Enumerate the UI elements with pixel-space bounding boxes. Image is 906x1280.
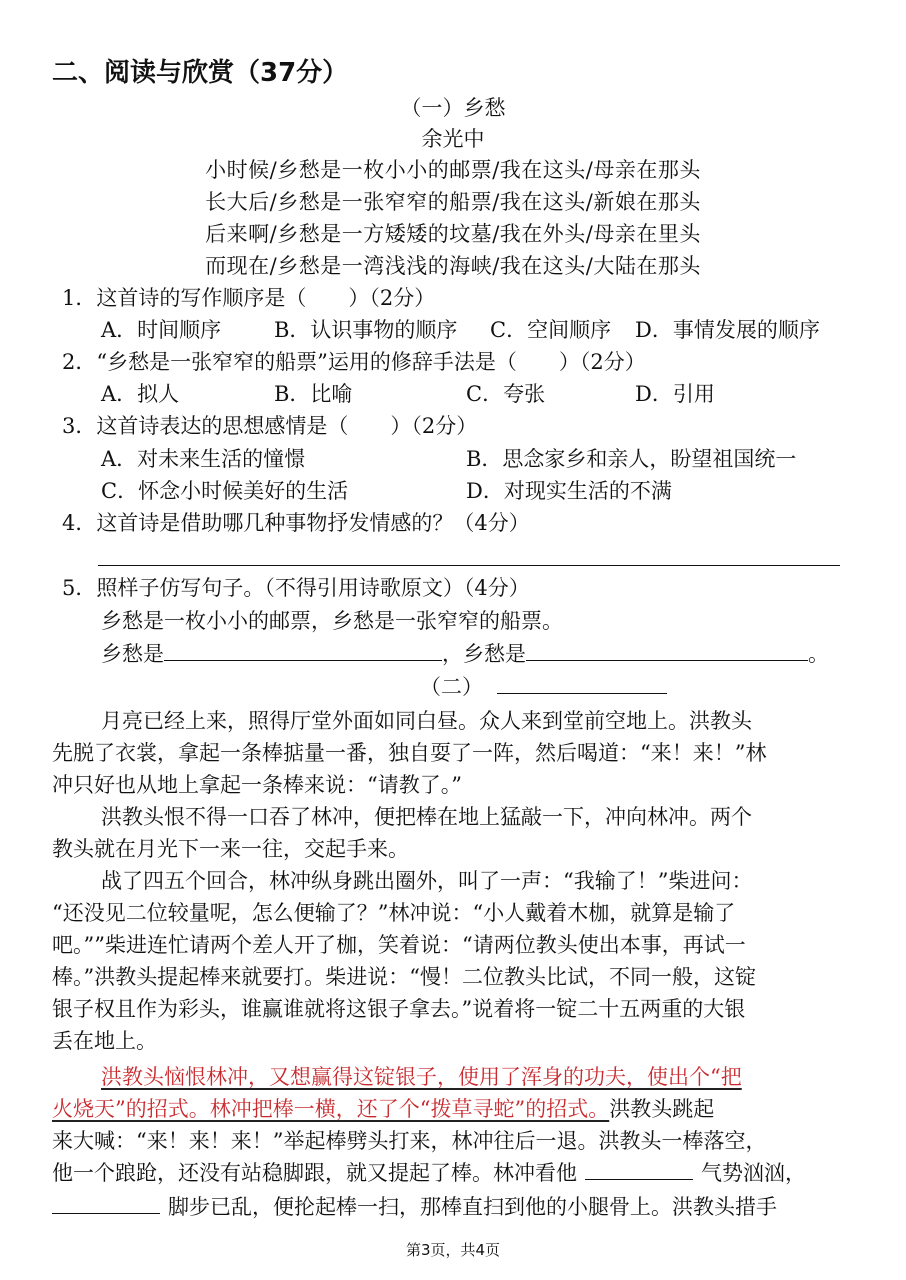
- highlighted-sentence-2: 火烧天”的招式。林冲把棒一横，还了个“拨草寻蛇”的招式。: [52, 1097, 610, 1121]
- passage-line: 洪教头恨不得一口吞了林冲，便把棒在地上猛敲一下，冲向林冲。两个: [101, 805, 752, 829]
- passage-text: 洪教头跳起: [609, 1097, 715, 1121]
- passage-text: 他一个踉跄，还没有站稳脚跟，就又提起了棒。林冲看他: [52, 1161, 577, 1185]
- q1-option-a[interactable]: A．时间顺序: [101, 318, 222, 342]
- poem-line: 长大后/乡愁是一张窄窄的船票/我在这头/新娘在那头: [205, 190, 701, 214]
- passage-line: 棒。”洪教头提起棒来就要打。柴进说：“慢！二位教头比试，不同一般，这锭: [52, 965, 756, 989]
- q1-option-c[interactable]: C．空间顺序: [490, 318, 612, 342]
- q2-option-a[interactable]: A．拟人: [101, 382, 180, 406]
- part2-heading: [420, 672, 667, 702]
- q2-option-b[interactable]: B．比喻: [274, 382, 353, 406]
- passage-line: 教头就在月光下一来一往，交起手来。: [52, 837, 409, 861]
- q5-blank-1[interactable]: [164, 659, 442, 661]
- passage-line: 冲只好也从地上拿起一条棒来说：“请教了。”: [52, 773, 462, 797]
- passage-line-blank: [52, 1192, 777, 1222]
- q5-prefix-1: 乡愁是: [101, 642, 164, 666]
- q5-end: 。: [808, 642, 829, 666]
- passage-line-blank: [52, 1158, 806, 1188]
- question-1: 1．这首诗的写作顺序是（ ）（2分）: [62, 286, 436, 310]
- q3-option-b[interactable]: B．思念家乡和亲人，盼望祖国统一: [466, 447, 797, 471]
- question-5: 5．照样子仿写句子。（不得引用诗歌原文）（4分）: [62, 576, 530, 600]
- q5-blank-2[interactable]: [526, 659, 808, 661]
- q2-option-d[interactable]: D．引用: [635, 382, 715, 406]
- passage-line-mixed: [52, 1094, 714, 1124]
- q4-answer-line[interactable]: [98, 565, 840, 566]
- passage-line: 银子权且作为彩头，谁赢谁就将这银子拿去。”说着将一锭二十五两重的大银: [52, 997, 746, 1021]
- passage-blank-1[interactable]: [585, 1178, 693, 1180]
- question-3: 3．这首诗表达的思想感情是（ ）（2分）: [62, 414, 478, 438]
- poem-line: 后来啊/乡愁是一方矮矮的坟墓/我在外头/母亲在里头: [205, 222, 701, 246]
- highlighted-sentence-1: 洪教头恼恨林冲，又想赢得这锭银子，使用了浑身的功夫，使出个“把: [101, 1065, 742, 1089]
- passage-text: 脚步已乱，便抡起棒一扫，那棒直扫到他的小腿骨上。洪教头措手: [168, 1195, 777, 1219]
- passage-line: 月亮已经上来，照得厅堂外面如同白昼。众人来到堂前空地上。洪教头: [101, 709, 752, 733]
- q2-option-c[interactable]: C．夸张: [466, 382, 546, 406]
- part2-heading-label: （二）: [420, 675, 483, 699]
- q5-answer-row: [101, 639, 829, 669]
- q5-mid: ，乡愁是: [442, 642, 526, 666]
- poem-author: 余光中: [421, 127, 485, 151]
- passage-line: 先脱了衣裳，拿起一条棒掂量一番，独自耍了一阵，然后喝道：“来！来！”林: [52, 741, 767, 765]
- question-2: 2．“乡愁是一张窄窄的船票”运用的修辞手法是（ ）（2分）: [62, 350, 646, 374]
- q1-option-d[interactable]: D．事情发展的顺序: [635, 318, 820, 342]
- passage-line: 来大喊：“来！来！来！”举起棒劈头打来，林冲往后一退。洪教头一棒落空，: [52, 1129, 767, 1153]
- part2-title-blank[interactable]: [497, 692, 667, 694]
- poem-line: 而现在/乡愁是一湾浅浅的海峡/我在这头/大陆在那头: [205, 254, 701, 278]
- passage-line: 丢在地上。: [52, 1029, 157, 1053]
- q5-example: 乡愁是一枚小小的邮票，乡愁是一张窄窄的船票。: [101, 609, 563, 633]
- question-4: 4．这首诗是借助哪几种事物抒发情感的？（4分）: [62, 511, 530, 535]
- passage-text: 气势汹汹，: [701, 1161, 806, 1185]
- q3-option-d[interactable]: D．对现实生活的不满: [466, 479, 672, 503]
- passage-line: 吧。””柴进连忙请两个差人开了枷，笑着说：“请两位教头使出本事，再试一: [52, 933, 746, 957]
- q3-option-a[interactable]: A．对未来生活的憧憬: [101, 447, 306, 471]
- q1-option-b[interactable]: B．认识事物的顺序: [274, 318, 458, 342]
- poem-line: 小时候/乡愁是一枚小小的邮票/我在这头/母亲在那头: [205, 158, 701, 182]
- page-footer: 第3页，共4页: [405, 1241, 501, 1259]
- q3-option-c[interactable]: C．怀念小时候美好的生活: [101, 479, 349, 503]
- passage-blank-2[interactable]: [52, 1212, 160, 1214]
- poem-heading: （一）乡愁: [400, 96, 506, 120]
- section-title: 二、阅读与欣赏（37分）: [52, 58, 349, 88]
- passage-line: 战了四五个回合，林冲纵身跳出圈外，叫了一声：“我输了！”柴进问：: [101, 869, 753, 893]
- passage-line: “还没见二位较量呢，怎么便输了？”林冲说：“小人戴着木枷，就算是输了: [52, 901, 736, 925]
